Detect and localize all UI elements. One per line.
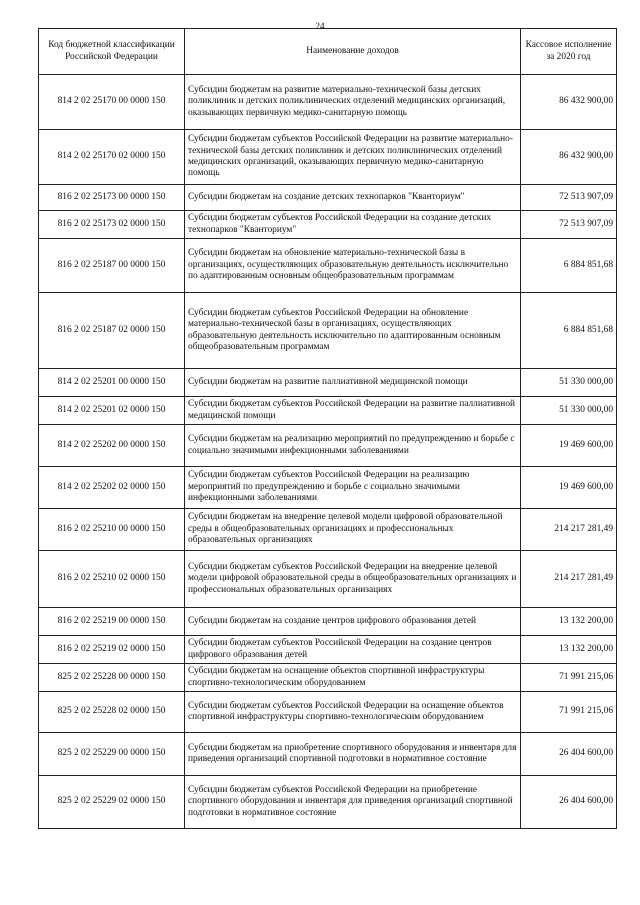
- row-sum: 26 404 600,00: [521, 776, 617, 829]
- table-row: [39, 239, 617, 293]
- row-name: Субсидии бюджетам субъектов Российской Федерации на оснащение объектов спортивной инфраструктуры спортивно-технологическим оборудованием: [185, 692, 521, 733]
- row-name: Субсидии бюджетам на создание центров цифрового образования детей: [185, 608, 521, 636]
- row-code: 825 2 02 25229 02 0000 150: [39, 776, 185, 829]
- table-row: [39, 293, 617, 369]
- row-code: 816 2 02 25173 00 0000 150: [39, 185, 185, 211]
- row-sum: 214 217 281,49: [521, 509, 617, 551]
- row-name: Субсидии бюджетам на развитие материально-технической базы детских поликлиник и детских поликлинических отделений медицинских организаций, оказывающих первичную медико-санитарную помощь: [185, 75, 521, 130]
- table-row: [39, 733, 617, 776]
- row-sum: 26 404 600,00: [521, 733, 617, 776]
- table-row: [39, 664, 617, 692]
- row-sum: 72 513 907,09: [521, 211, 617, 239]
- row-name: Субсидии бюджетам на внедрение целевой модели цифровой образовательной среды в общеобразовательных организациях и профессиональных образовательных организациях: [185, 509, 521, 551]
- row-code: 825 2 02 25228 02 0000 150: [39, 692, 185, 733]
- row-sum: 86 432 900,00: [521, 75, 617, 130]
- row-code: 825 2 02 25229 00 0000 150: [39, 733, 185, 776]
- row-name: Субсидии бюджетам субъектов Российской Федерации на развитие материально-технической базы детских поликлиник и детских поликлинических отделений медицинских организаций, оказывающих первичную медико-санитарную помощь: [185, 130, 521, 185]
- row-code: 825 2 02 25228 00 0000 150: [39, 664, 185, 692]
- table-row: [39, 467, 617, 509]
- table-row: [39, 397, 617, 425]
- table-row: [39, 776, 617, 829]
- row-code: 814 2 02 25201 02 0000 150: [39, 397, 185, 425]
- row-name: Субсидии бюджетам субъектов Российской Федерации на реализацию мероприятий по предупреждению и борьбе с социально значимыми инфекционными заболеваниями: [185, 467, 521, 509]
- page-number: 24: [315, 21, 325, 31]
- table-row: [39, 551, 617, 608]
- row-code: 816 2 02 25187 02 0000 150: [39, 293, 185, 369]
- row-sum: 13 132 200,00: [521, 608, 617, 636]
- row-name: Субсидии бюджетам субъектов Российской Федерации на создание центров цифрового образования детей: [185, 636, 521, 664]
- row-code: 814 2 02 25202 02 0000 150: [39, 467, 185, 509]
- row-code: 816 2 02 25210 00 0000 150: [39, 509, 185, 551]
- row-sum: 214 217 281,49: [521, 551, 617, 608]
- row-code: 814 2 02 25202 00 0000 150: [39, 425, 185, 467]
- table-row: [39, 636, 617, 664]
- table-row: [39, 425, 617, 467]
- row-name: Субсидии бюджетам субъектов Российской Федерации на создание детских технопарков "Кванториум": [185, 211, 521, 239]
- row-sum: 19 469 600,00: [521, 467, 617, 509]
- row-name: Субсидии бюджетам субъектов Российской Федерации на развитие паллиативной медицинской помощи: [185, 397, 521, 425]
- row-sum: 72 513 907,09: [521, 185, 617, 211]
- header-name: Наименование доходов: [185, 29, 521, 75]
- table-header-row: [39, 29, 617, 75]
- row-code: 816 2 02 25219 00 0000 150: [39, 608, 185, 636]
- row-name: Субсидии бюджетам на обновление материально-технической базы в организациях, осуществляющих образовательную деятельность исключительно по адаптированным основным общеобразовательным программам: [185, 239, 521, 293]
- row-name: Субсидии бюджетам субъектов Российской Федерации на внедрение целевой модели цифровой образовательной среды в общеобразовательных организациях и профессиональных образовательных организациях: [185, 551, 521, 608]
- row-name: Субсидии бюджетам на развитие паллиативной медицинской помощи: [185, 369, 521, 397]
- row-code: 814 2 02 25170 02 0000 150: [39, 130, 185, 185]
- row-sum: 13 132 200,00: [521, 636, 617, 664]
- row-sum: 19 469 600,00: [521, 425, 617, 467]
- row-sum: 6 884 851,68: [521, 239, 617, 293]
- row-code: 816 2 02 25173 02 0000 150: [39, 211, 185, 239]
- row-code: 816 2 02 25210 02 0000 150: [39, 551, 185, 608]
- budget-revenue-table: [38, 28, 617, 829]
- row-sum: 71 991 215,06: [521, 664, 617, 692]
- row-code: 816 2 02 25219 02 0000 150: [39, 636, 185, 664]
- row-name: Субсидии бюджетам на реализацию мероприятий по предупреждению и борьбе с социально значимыми инфекционными заболеваниями: [185, 425, 521, 467]
- row-name: Субсидии бюджетам на создание детских технопарков "Кванториум": [185, 185, 521, 211]
- table-row: [39, 608, 617, 636]
- table-row: [39, 369, 617, 397]
- table-row: [39, 130, 617, 185]
- table-row: [39, 692, 617, 733]
- row-name: Субсидии бюджетам на приобретение спортивного оборудования и инвентаря для приведения организаций спортивной подготовки в нормативное состояние: [185, 733, 521, 776]
- table-row: [39, 75, 617, 130]
- row-code: 816 2 02 25187 00 0000 150: [39, 239, 185, 293]
- row-code: 814 2 02 25201 00 0000 150: [39, 369, 185, 397]
- row-sum: 6 884 851,68: [521, 293, 617, 369]
- row-name: Субсидии бюджетам субъектов Российской Федерации на обновление материально-технической базы в организациях, осуществляющих образовательную деятельность исключительно по адаптированным основным общеобразовательным программам: [185, 293, 521, 369]
- header-sum: Кассовое исполнение за 2020 год: [521, 29, 617, 75]
- row-sum: 71 991 215,06: [521, 692, 617, 733]
- row-sum: 51 330 000,00: [521, 369, 617, 397]
- header-code: Код бюджетной классификации Российской Федерации: [39, 29, 185, 75]
- table-row: [39, 211, 617, 239]
- table-row: [39, 185, 617, 211]
- row-code: 814 2 02 25170 00 0000 150: [39, 75, 185, 130]
- row-name: Субсидии бюджетам на оснащение объектов спортивной инфраструктуры спортивно-технологическим оборудованием: [185, 664, 521, 692]
- row-sum: 86 432 900,00: [521, 130, 617, 185]
- row-sum: 51 330 000,00: [521, 397, 617, 425]
- row-name: Субсидии бюджетам субъектов Российской Федерации на приобретение спортивного оборудования и инвентаря для приведения организаций спортивной подготовки в нормативное состояние: [185, 776, 521, 829]
- table-row: [39, 509, 617, 551]
